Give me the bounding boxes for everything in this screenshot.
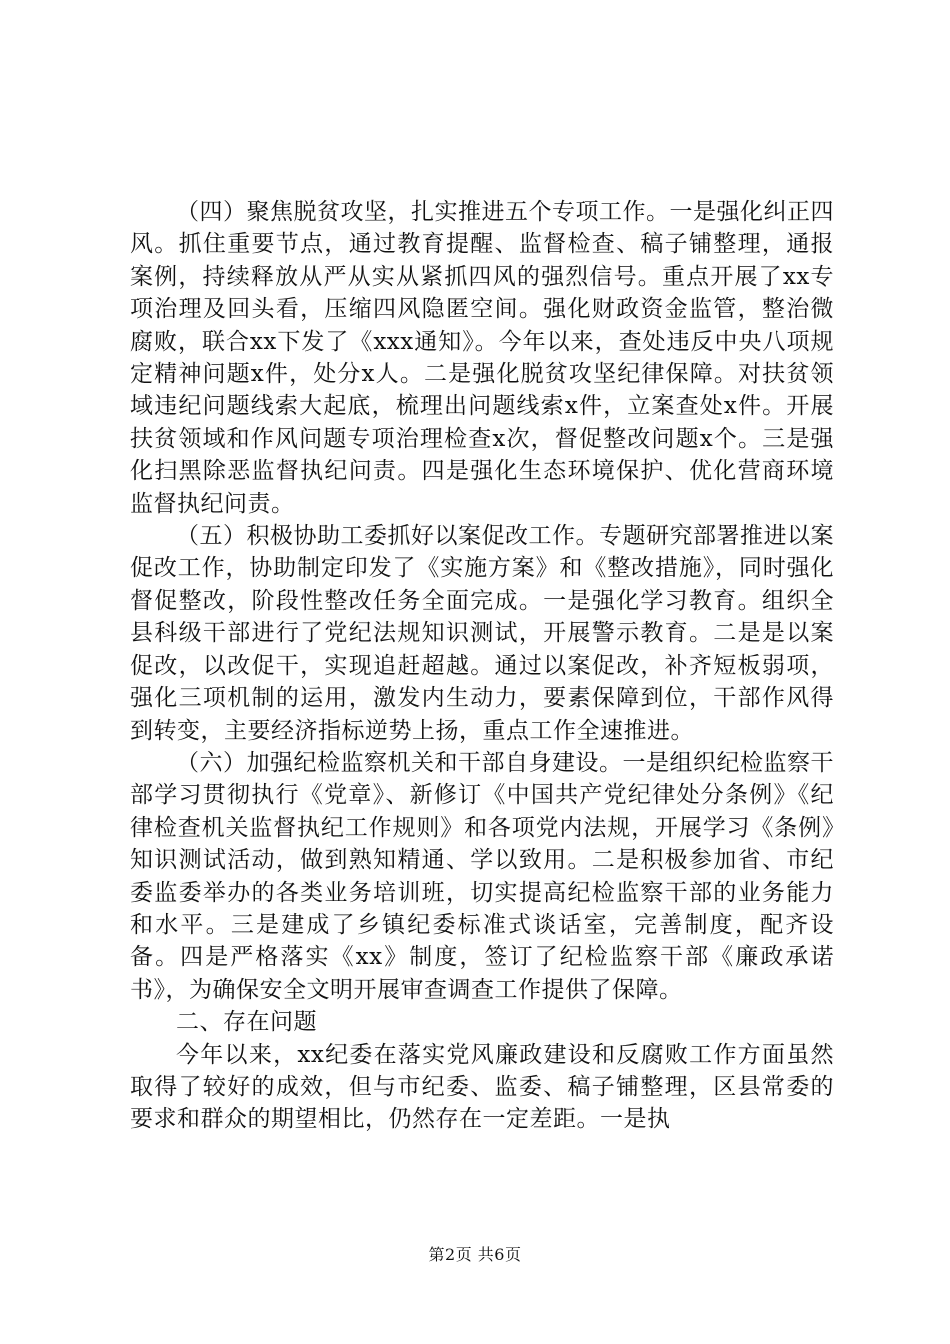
page-total: 共6页 [477,1245,522,1264]
paragraph-section-6: （六）加强纪检监察机关和干部自身建设。一是组织纪检监察干部学习贯彻执行《党章》、新修订《中国共产党纪律处分条例》《纪律检查机关监督执纪工作规则》和各项党内法规，开展学习《条例》知识测试活动，做到熟知精通、学以致用。二是积极参加省、市纪委监委举办的各类业务培训班，切实提高纪检监察干部的业务能力和水平。三是建成了乡镇纪委标准式谈话室，完善制度，配齐设备。四是严格落实《xx》制度，签订了纪检监察干部《廉政承诺书》，为确保安全文明开展审查调查工作提供了保障。 [130,749,834,1003]
document-body [130,196,834,1136]
paragraph-problems-intro: 今年以来，xx纪委在落实党风廉政建设和反腐败工作方面虽然取得了较好的成效，但与市纪委、监委、稿子铺整理，区县常委的要求和群众的期望相比，仍然存在一定差距。一是执 [130,1041,834,1133]
page-number: 第2页 [428,1245,473,1264]
paragraph-section-5: （五）积极协助工委抓好以案促改工作。专题研究部署推进以案促改工作，协助制定印发了《实施方案》和《整改措施》，同时强化督促整改，阶段性整改任务全面完成。一是强化学习教育。组织全县科级干部进行了党纪法规知识测试，开展警示教育。二是是以案促改，以改促干，实现追赶超越。通过以案促改，补齐短板弱项，强化三项机制的运用，激发内生动力，要素保障到位，干部作风得到转变，主要经济指标逆势上扬，重点工作全速推进。 [130,523,834,744]
page-footer [0,1245,950,1265]
section-heading: 二、存在问题 [176,1009,317,1036]
paragraph-section-4: （四）聚焦脱贫攻坚，扎实推进五个专项工作。一是强化纠正四风。抓住重要节点，通过教育提醒、监督检查、稿子铺整理，通报案例，持续释放从严从实从紧抓四风的强烈信号。重点开展了xx专项治理及回头看，压缩四风隐匿空间。强化财政资金监管，整治微腐败，联合xx下发了《xxx通知》。今年以来，查处违反中央八项规定精神问题x件，处分x人。二是强化脱贫攻坚纪律保障。对扶贫领域违纪问题线索大起底，梳理出问题线索x件，立案查处x件。开展扶贫领域和作风问题专项治理检查x次，督促整改问题x个。三是强化扫黑除恶监督执纪问责。四是强化生态环境保护、优化营商环境监督执纪问责。 [130,199,834,517]
